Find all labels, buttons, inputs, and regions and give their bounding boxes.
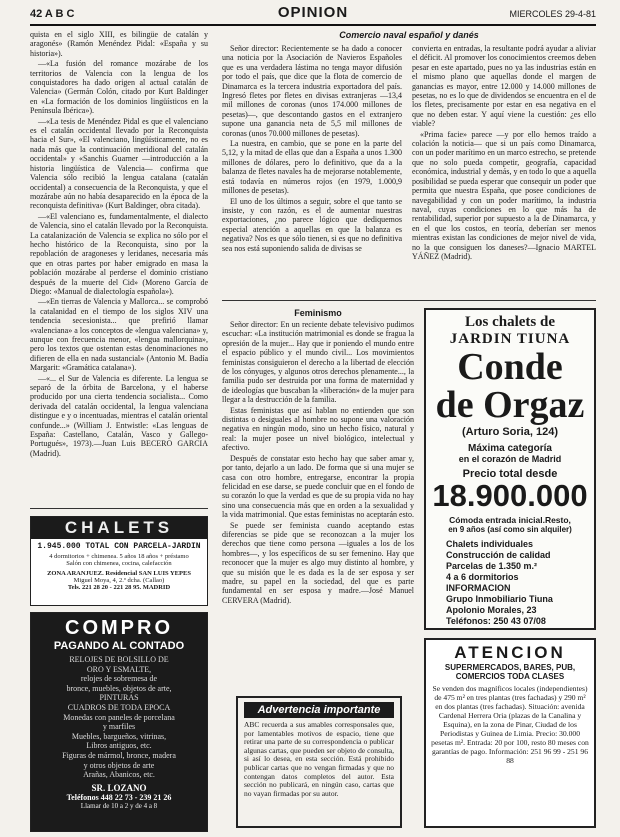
page-date: MIERCOLES 29-4-81 [509,9,596,19]
section-title: OPINION [277,4,349,21]
article-paragraph: «Prima facie» parece —y por ello hemos traído a colación la noticia— que si un país como Dinamarca, con un poder marítimo en un marco estrecho, se pretende que no solo pueda competir, geografía, capacidad económica, industrial y demás, y en todo lo que a aquella posibilidad se pueda esperar que consequir un poder que permita que nuestra España, que posee condiciones de navegabilidad y con un poder marítimo, la industria naval, cuyas condiciones en lo que más ha de rentabilidad, superior por supuesto a la de Dinamarca, y en el que los costos, en teoría, deberían ser menos mientras existan las condiciones de mejor nivel de vida, no la que consiguen los daneses?—Ignacio MARTEL YÁÑEZ (Madrid). [412,129,596,261]
ad-compro-sign: SR. LOZANO [91,782,147,793]
ad-compro-item: RELOJES DE BOLSILLO DE [69,655,169,664]
ad-chalets-zone: ZONA ARANJUEZ. Residencial SAN LUIS YEPES [47,570,191,577]
ad-chalets-phones: Tels. 221 28 20 - 221 28 95. MADRID [67,584,171,591]
ad-compro-item: Muebles, bargueños, vitrinas, [71,731,167,741]
ad-chalets-sub: 1.945.000 TOTAL CON PARCELA-JARDIN [37,542,201,551]
article-paragraph: Estas feministas que así hablan no entienden que son distintas o desiguales al hombre no supone una valoración negativa en ningún modo, sino un hecho físico, natural y real: la mujer posee un nivel biológico, intelectual y afectivo. [222,405,414,453]
letter-paragraph: quista en el siglo XIII, es bilingüe de catalán y aragonés» (Ramón Menéndez Pidal: «España y su historia»). [30,30,208,58]
article-column [222,44,402,298]
ad-compro-hours: Llamar de 10 a 2 y de 4 a 8 [80,801,158,810]
ad-tiuna-line: Los chalets de [465,314,555,330]
ad-jardin-tiuna [424,308,596,630]
ad-chalets-address: Miguel Moya, 4, 2.º dcha. (Callao) [73,577,165,584]
letter-valenciano [30,30,208,509]
ad-tiuna-line: en el corazón de Madrid [458,454,562,464]
article-comercio-naval [222,30,596,301]
ad-tiuna-line: en 9 años (así como sin alquiler) [448,525,572,534]
article-paragraph: El uno de los últimos a seguir, sobre el que tanto se insiste, y con razón, es el de aumentar nuestras exportaciones, ¿no parece lógico que dediquemos especial atención a aquellas en que la balanza es negativa? Nos es que sólo tienen, si es que no definitiva sea nos está suponiendo salida de divisas se [222,196,402,253]
page-number: 42 A B C [30,8,75,20]
ad-tiuna-headline: de Orgaz [435,384,585,426]
article-feminismo [222,308,414,686]
ad-tiuna-brand: JARDIN TIUNA [449,331,571,347]
ad-tiuna-feature: Construcción de calidad [446,550,551,560]
ad-chalets-title: CHALETS [31,517,207,539]
article-title: Feminismo [294,308,342,318]
ad-tiuna-address: (Arturo Soria, 124) [462,426,558,438]
ad-compro-item: Arañas, Abanicos, etc. [83,770,155,780]
ad-compro-item: y otros objetos de arte [83,760,155,770]
ad-chalets-line: 4 dormitorios + chimenea. 5 años 18 años + préstamo [49,553,189,560]
ad-chalets-line: Salón con chimenea, cocina, calefacción [66,560,172,567]
ad-compro-item: Libros antiguos, etc. [86,741,152,751]
notice-text: ABC recuerda a sus amables corresponsales que, por lamentables motivos de espacio, tiene que retirar una parte de su correspondencia o publicar algunas cartas, que pueden ser objeto de consulta, si así lo desea, en esta sección. Está prohibido publicar cartas que no vengan firmadas y que no contengan datos completos del autor. Esta sección no publicará, en ningún caso, cartas que no vayan firmadas por su autor. [244,721,394,798]
article-paragraph: Después de constatar esto hecho hay que saber amar y, por tanto, dejarlo a un lado. De forma que si una mujer se casa con otro hombre, entregarse, encontrar la propia felicidad en ese darse, se puede concluir que en el fondo de su corazón lo que la verdad es que de su propia vida no hay sino una consecuencia más que en orden a la sexualidad y la vida matrimonial. Que estas feministas no aceptarán esto. [222,453,414,520]
ad-compro-item: relojes de sobremesa de [80,674,158,684]
ad-tiuna-price-label: Precio total desde [462,468,558,480]
ad-compro-sub: PAGANDO AL CONTADO [53,640,185,652]
ad-compro-title: COMPRO [65,617,173,639]
notice-title: Advertencia importante [244,702,394,718]
ad-chalets [30,516,208,606]
ad-compro-item: CUADROS DE TODA EPOCA [67,702,171,712]
ad-atencion [424,638,596,828]
ad-atencion-text: Se venden dos magníficos locales (independientes) de 475 m² en tres plantas (tres fachadas) y 290 m² en dos plantas (tres fachadas). Situación: avenida Cardenal Herrera Oria (plazas de la Canalina y Esquina), en la zona de Pinar, Ciudad de los Periodistas y Guinea de Limia. Precio: 30.000 pesetas m². Entrada: 20 por 100, resto 80 meses con garantías de pago. Información: 251 96 99 - 251 96 88 [431,684,589,765]
ad-tiuna-info-label: INFORMACION [446,583,511,593]
page-header [30,6,596,26]
ad-tiuna-feature: 4 a 6 dormitorios [446,572,519,582]
ad-tiuna-headline: Conde [457,346,563,388]
letter-paragraph: —«El valenciano es, fundamentalmente, el dialecto de Valencia, sino el catalán llevado por la Reconquista. La catalanización de Valencia se explica no sólo por el hecho histórico de la Reconquista, sino por la repoblación de aragoneses y leridanes, necesaria más que en otras partes por haber emigrado en masa la población mozárabe al perderse el dominio cristiano después de la muerte del Cid» (Moreno García de Diego: «Manual de dialectología española»). [30,211,208,296]
ad-tiuna-phones: Teléfonos: 250 43 07/08 [446,616,546,626]
ad-tiuna-line: Máxima categoría [468,443,552,454]
letter-paragraph: —«La fusión del romance mozárabe de los territorios de Valencia con la lengua de los conquistadores ha dado origen al actual catalán de Valencia» (Germán Colón, citado por Kurt Baldinger en «La formación de los dominios lingüísticos en la Península Ibérica»). [30,59,208,116]
ad-tiuna-info: Apolonio Morales, 23 [446,605,537,615]
letter-paragraph: —«La tesis de Menéndez Pidal es que el valenciano es el catalán occidental llevado por la Reconquista hacia el Sur», «El valenciano, lingüísticamente, no es nada más que la continuación meridional del catalán occidental» y «Sanchis Guarner —introducción a la historia lingüística de Valencia— confirma que Valencia sólo recibió la lengua catalana (catalán occidental) a consecuencia de la Reconquista, y que el mozárabe aún no había desaparecido en la época de la reconquista definitiva» (Kurt Baldinger, obra citada). [30,116,208,211]
ad-atencion-sub: SUPERMERCADOS, BARES, PUB, [444,663,576,672]
ad-compro-item: y marfiles [102,722,136,732]
article-column [222,320,414,605]
ad-compro [30,612,208,832]
letter-paragraph: —«... el Sur de Valencia es diferente. La lengua se separó de la órbita de Barcelona, y el haberse producido por una cierta tendencia socialista... Como derivada del catalán occidental, la lengua valenciana distingue e y o incentuadas, mientras el catalán oriental confunde...» (William J. Entwistle: «Las lenguas de España: Castellano, Catalán, Vasco y Gallego-Portugués», 1973).—Juan Luis BECERO GARCIA (Madrid). [30,373,208,458]
article-paragraph: La nuestra, en cambio, que se pone en la parte del 5,12, y la mitad de ellas que dan a España a unos 1.300 millones de dólares, pero lo definitivo, que da a la balanza de fletes navales ha de mejorarse notablemente, está todavía en números rojos (en 1979, 1.000,9 millones de pesetas). [222,139,402,196]
letter-paragraph: —«En tierras de Valencia y Mallorca... se comprobó la catalanidad en el tiempo de los siglos XIV una tendencia secesionista... que prefirió llamar «valenciana» a los conceptos de «lengua valenciana» y, aunque con frecuencia menor, «lengua mallorquina», pero los textos que ostentan estas denominaciones no difieren de ella en nada sustancial» (Antonio M. Badía Margarit: «Gramática catalana»). [30,297,208,373]
ad-compro-item: Figuras de mármol, bronce, madera [62,750,176,760]
ad-atencion-title: ATENCION [454,643,566,662]
ad-tiuna-feature: Parcelas de 1.350 m.² [446,561,538,571]
article-paragraph: convierta en entradas, la resultante podrá ayudar a aliviar el déficit. Al promover los conocimientos creemos deben pesar en este apartado, pues no ya las industrias están en el mismo plano que aquellas donde el margen de ganancias es mayor, entre 12.000 y 14.000 millones de pesetas, no es lo que de dividendos se encuentra en el de los fletes, precisamente por estar en esa negativa en el que no deben estar. Y aquí viene la cuestión: ¿es ello viable? [412,44,596,129]
ad-tiuna-line: Cómoda entrada inicial.Resto, [449,515,571,525]
ad-compro-items [31,655,207,780]
article-paragraph: Se puede ser feminista cuando aceptando estas diferencias se pide que se reconozcan a la mujer los derechos que tiene como persona —iguales a los de los hombres—, y los específicos de su ser femenino. Hay que reconocer que la mujer es algo muy distinto al hombre, y que su misión que le es dada es la de ser esposa y ser madre, su papel en la sociedad, del que es parte fundamental en ser esposa y madre.—José Manuel CERVERA (Madrid). [222,520,414,605]
article-paragraph: Señor director: Recientemente se ha dado a conocer una noticia por la Asociación de Navieros Españoles que es una verdadera lástima no tenga mayor difusión por todo el país, que dice que la flota de comercio de Dinamarca es la tercera industria exportadora del país. Ingresó fletes por fletes en divisas extranjeras —13,4 mil millones de coronas (unos 174.000 millones de pesetas)—, que descontando gastos en el extranjero supone una ganancia neta de 5,5 mil millones de coronas (unos 70.000 millones de pesetas). [222,44,402,138]
ad-compro-phones: Teléfonos 448 22 73 - 239 21 26 [66,792,172,802]
ad-atencion-sub: COMERCIOS TODA CLASES [455,672,565,681]
ad-tiuna-feature: Chalets individuales [446,539,534,549]
ad-compro-item: PINTURAS [99,693,139,703]
article-paragraph: Señor director: En un reciente debate televisivo pudimos escuchar: «La institución matrimonial es donde se fragua la opresión de la mujer... Hay que ir poniendo el mundo entre el espacio público y el mundo civil... Los movimientos feministas consiguieron el derecho a la libertad de elección de los cónyuges, y algunos otros derechos plenamente..., la familia pudo ser destruida por una forma de maternidad y de ideologías que buscaban la «liberación» de la mujer para llegar a la destrucción de la familia. [222,320,414,405]
ad-compro-item: Monedas con paneles de porcelana [63,712,175,722]
article-column [412,44,596,298]
ad-compro-item: bronce, muebles, objetos de arte, [66,683,172,693]
ad-compro-item: ORO Y ESMALTE, [86,664,152,674]
ad-tiuna-price: 18.900.000 [432,478,588,513]
ad-tiuna-info: Grupo Inmobiliario Tiuna [446,594,553,604]
notice-advertencia [236,696,402,828]
article-title: Comercio naval español y danés [339,30,479,40]
